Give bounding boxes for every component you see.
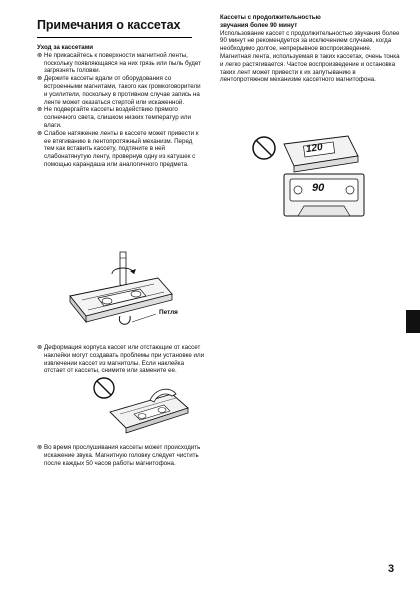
figure-label-loop: Петля [159,309,178,316]
caution-icon: ⊗ [37,444,43,451]
cassette-label-90: 90 [312,182,325,194]
section-heading-care: Уход за кассетами [37,44,94,51]
note-text: Деформация корпуса кассет или отстающие от кассет наклейки могут создавать проблемы при установке или извлечении кассет из магнитолы. Если наклейка отстает от кассеты, снимите или замените ее. [44,344,205,375]
note-sunlight [37,106,202,129]
note-touch [37,52,202,75]
caution-icon: ⊗ [37,51,43,59]
note-magnets [37,75,202,106]
caution-icon: ⊗ [37,106,43,114]
cassette-label-120: 120 [305,141,324,156]
left-column [37,44,202,169]
deformed-cassette-illustration [90,374,200,434]
caution-icon: ⊗ [37,129,43,137]
section-tab-marker [406,310,420,333]
slack-tape-illustration [60,250,210,335]
section-heading-long-cassettes-line2: звучания более 90 минут [220,21,298,29]
note-slack-tape [37,130,202,169]
note-text: Не подвергайте кассеты воздействию прямого солнечного света, слишком низких температур или влаги. [44,106,191,129]
page-title: Примечания о кассетах [37,18,181,32]
note-text: Не прикасайтесь к поверхности магнитной ленты, поскольку появляющаяся на них грязь или пыль будет загрязнять головки. [44,51,201,75]
note-text: Слабое натяжение ленты в кассете может привести к ее втягиванию в лентопротяжный механизм. Перед тем как вставить кассету, подтяните в ней слабонатянутую ленту, провернув одну из катушек с помощью карандаша или аналогичного предмета. [44,129,199,168]
note-text: Во время прослушивания кассеты может происходить искажение звука. Магнитную головку следует чистить после каждых 50 часов работы магнитофона. [44,444,201,467]
note-deformation [37,344,207,375]
right-column [220,14,400,84]
note-text: Держите кассеты вдали от оборудования со встроенными магнитами, такого как громкоговорители и усилители, поскольку в противном случае запись на ленте может оказаться стертой или искаженной. [44,75,201,106]
caution-icon: ⊗ [37,75,43,83]
caution-icon: ⊗ [37,344,43,351]
section-heading-long-cassettes-line1: Кассеты с продолжительностью [220,14,321,21]
long-cassettes-body: Использование кассет с продолжительностью звучания более 90 минут не рекомендуется за исключением случаев, когда необходимо долгое, непрерывное воспроизведение. Магнитная лента, используемая в таких кассетах, очень тонка и легко растягивается. Частое воспроизведение и остановка таких лент может привести к их запутыванию в лентопротяжном механизме кассетного магнитофона. [220,29,400,84]
page-number: 3 [388,563,395,575]
note-distortion [37,444,207,467]
distortion-note-block [37,444,207,467]
title-underline [37,37,192,38]
deformation-note-block [37,344,207,375]
